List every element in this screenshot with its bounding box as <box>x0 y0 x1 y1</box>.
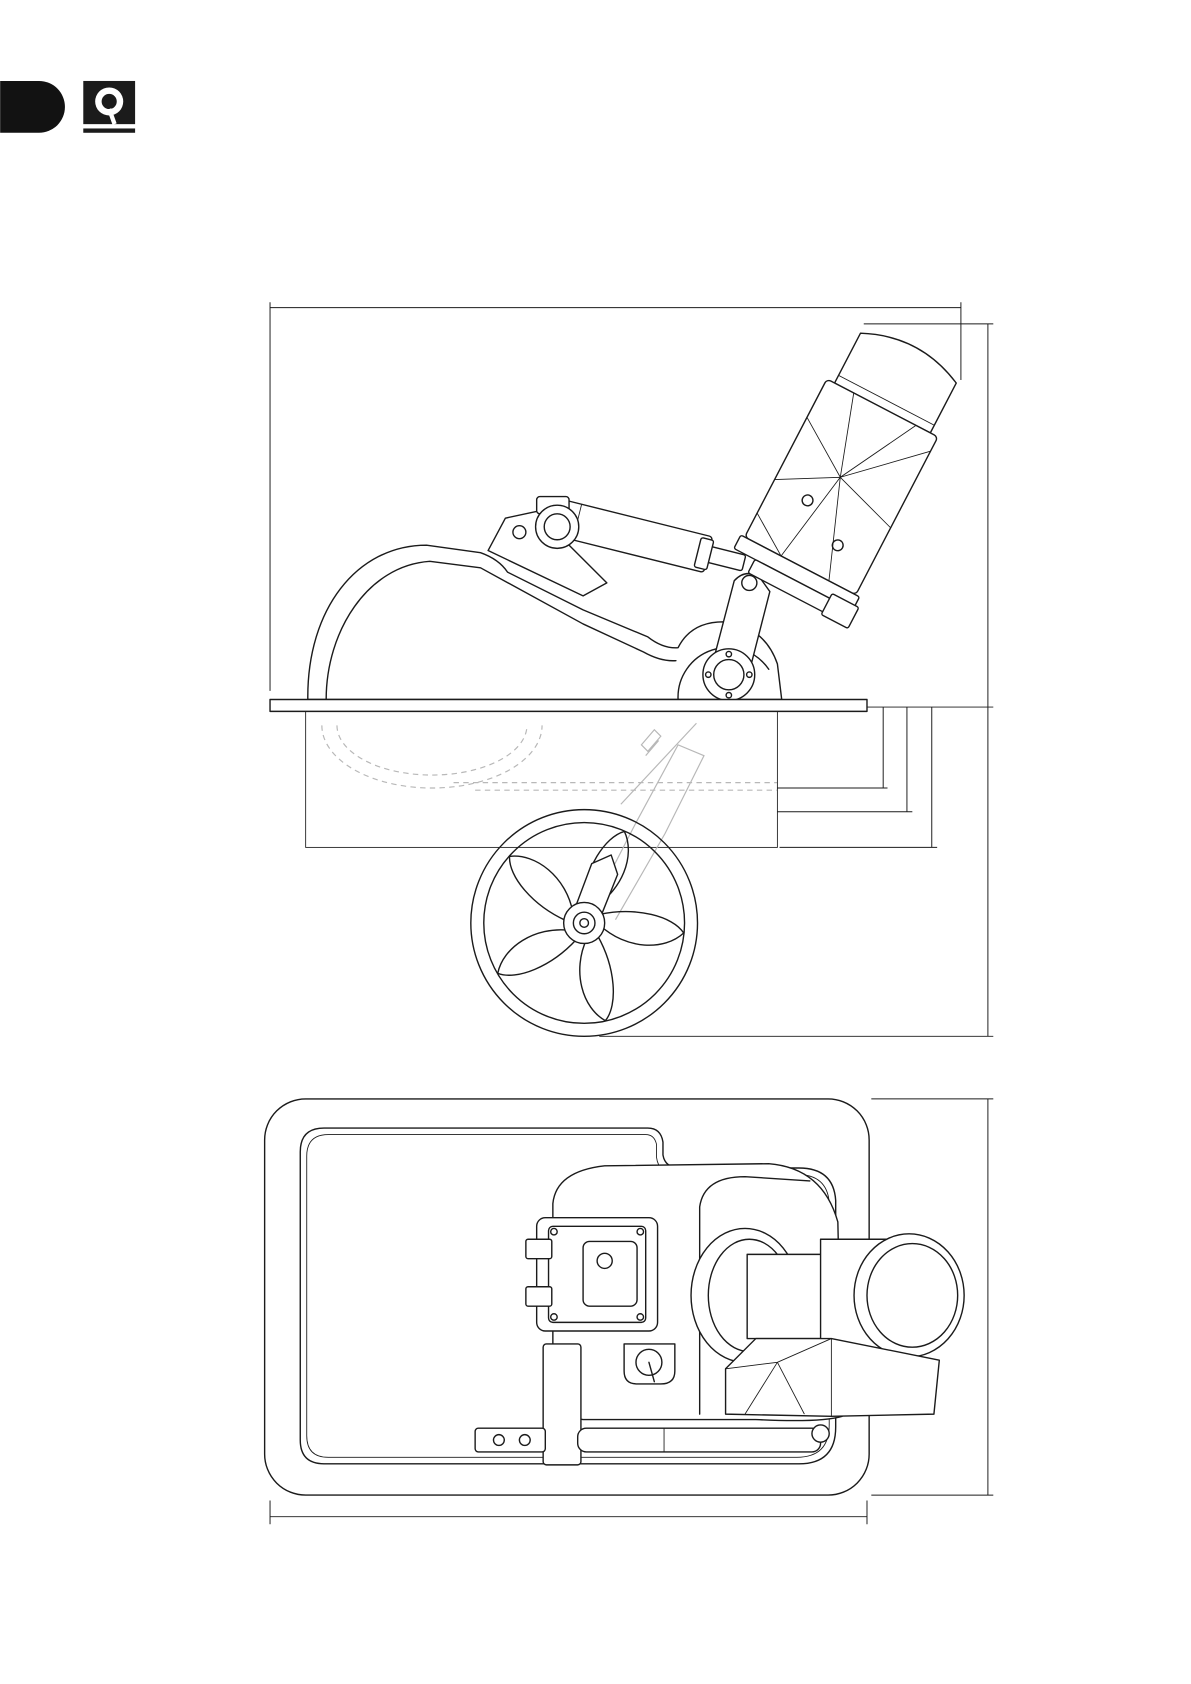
flange-plate <box>270 700 867 712</box>
actuator-rod-end <box>475 1428 545 1452</box>
logo-core <box>102 94 117 109</box>
actuator-clevis <box>812 1425 829 1442</box>
retracted-duct-outer <box>322 725 542 788</box>
strut-spring <box>641 730 660 756</box>
propeller-front <box>471 723 704 1036</box>
motor-end-cap <box>854 1234 964 1357</box>
strut-ghost-edge <box>621 723 697 804</box>
blade <box>562 934 632 1025</box>
logo-plate <box>624 1344 675 1384</box>
cable-connector <box>526 1239 552 1258</box>
actuator-vertical <box>543 1344 581 1465</box>
cable-connector <box>526 1287 552 1306</box>
header <box>0 81 135 133</box>
actuator-cylinder-top <box>578 1428 821 1452</box>
control-box <box>526 1218 658 1331</box>
blade <box>598 903 685 952</box>
retracted-duct-inner <box>337 725 527 775</box>
retracted-propeller-ghost <box>322 725 778 790</box>
prop-hub <box>564 902 605 943</box>
brand-logo <box>83 81 135 133</box>
top-view <box>265 1099 994 1524</box>
actuator-motor <box>536 505 579 548</box>
logo-underline <box>83 128 135 132</box>
side-view <box>270 302 993 1036</box>
section-tab <box>0 81 65 133</box>
motor-neck <box>747 1254 825 1338</box>
